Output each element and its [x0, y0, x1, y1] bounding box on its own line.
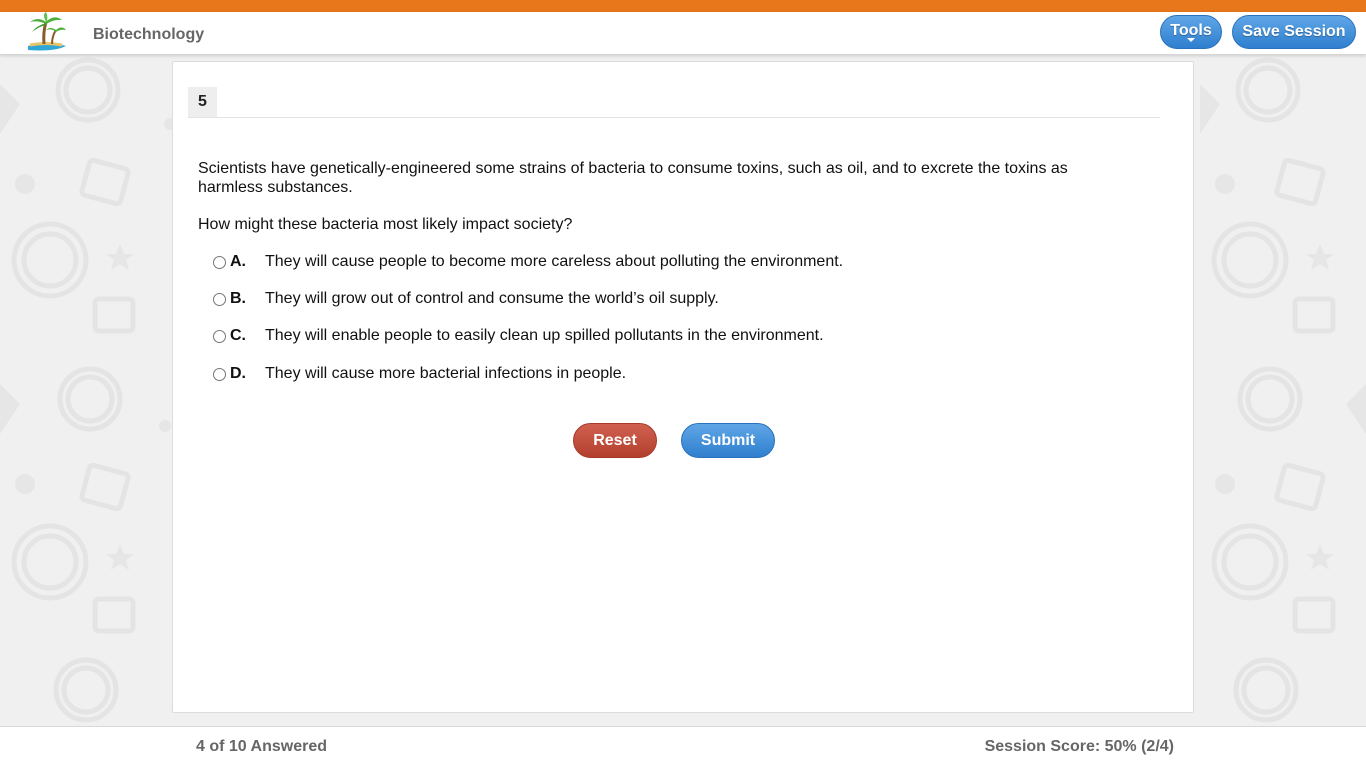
choice-a-radio[interactable] — [213, 256, 226, 269]
choice-letter: B. — [230, 290, 246, 307]
choice-b-radio[interactable] — [213, 293, 226, 306]
top-accent-bar — [0, 0, 1366, 12]
choice-d-radio[interactable] — [213, 368, 226, 381]
divider — [188, 117, 1160, 118]
choice-text: They will cause more bacterial infections in people. — [265, 365, 627, 382]
session-score: Session Score: 50% (2/4) — [984, 738, 1174, 755]
choice-b[interactable] — [211, 288, 719, 310]
answered-count: 4 of 10 Answered — [196, 738, 328, 755]
choice-c[interactable] — [211, 325, 824, 347]
reset-button[interactable]: Reset — [573, 423, 657, 458]
submit-button[interactable]: Submit — [681, 423, 775, 458]
palm-tree-logo-icon[interactable] — [24, 12, 70, 52]
tools-button[interactable] — [1160, 15, 1222, 49]
action-buttons — [173, 423, 1195, 459]
status-footer — [0, 726, 1366, 769]
choice-text: They will enable people to easily clean up spilled pollutants in the environment. — [265, 327, 824, 344]
choice-d[interactable] — [211, 363, 626, 385]
tools-label: Tools — [1170, 22, 1212, 39]
question-prompt: How might these bacteria most likely impact society? — [198, 216, 573, 233]
choice-letter: A. — [230, 253, 246, 270]
choice-c-radio[interactable] — [213, 330, 226, 343]
app-header — [0, 12, 1366, 55]
choice-letter: C. — [230, 327, 246, 344]
app-title: Biotechnology — [93, 26, 205, 43]
question-card — [172, 61, 1194, 713]
save-session-button[interactable]: Save Session — [1232, 15, 1356, 49]
caret-down-icon — [1187, 38, 1195, 42]
choice-letter: D. — [230, 365, 246, 382]
question-stem: Scientists have genetically-engineered some strains of bacteria to consume toxins, such as oil, and to excrete the toxins as harmless substances. — [198, 160, 1068, 196]
choice-text: They will grow out of control and consume the world’s oil supply. — [265, 290, 719, 307]
choice-a[interactable] — [211, 251, 843, 273]
question-number: 5 — [188, 87, 217, 117]
choice-text: They will cause people to become more careless about polluting the environment. — [265, 253, 844, 270]
